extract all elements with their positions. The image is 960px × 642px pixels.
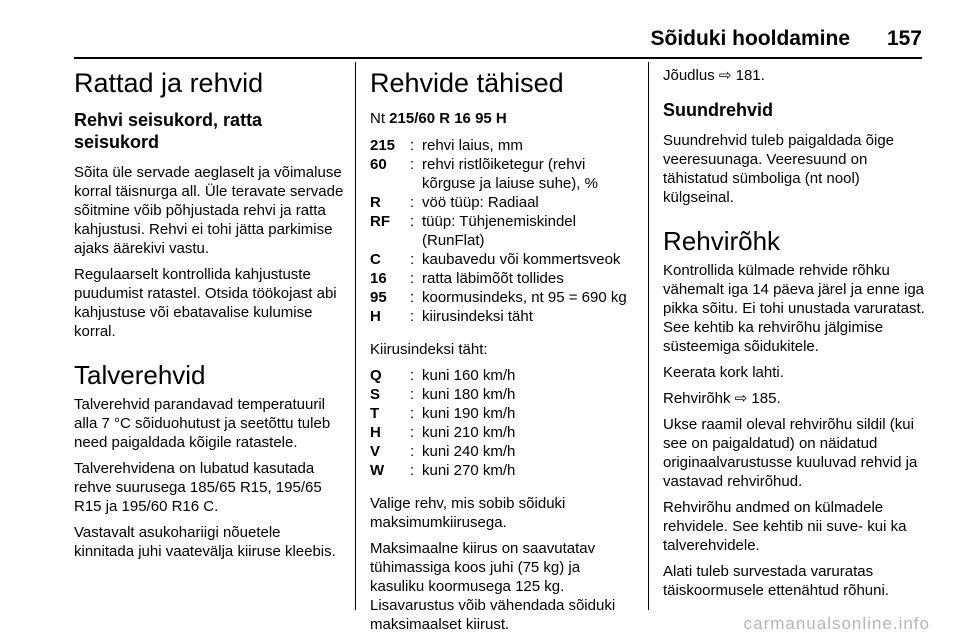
- designation-table: [370, 136, 632, 326]
- definition-value: kaubavedu või kommertsveok: [422, 251, 621, 268]
- paragraph: Regulaarselt kontrollida kahjustuste puudumist ratastel. Otsida töökojast abi kahjustuse või ebatavalise kulumise korral.: [74, 266, 337, 340]
- page-number: 157: [886, 27, 922, 50]
- definition-value: kuni 180 km/h: [422, 386, 516, 403]
- definition-row: [370, 136, 632, 155]
- definition-key: 60: [370, 156, 387, 173]
- definition-value: tüüp: Tühjenemiskindel (RunFlat): [422, 213, 576, 249]
- paragraph: Suundrehvid tuleb paigaldada õige veeresuunaga. Veeresuund on tähistatud sümboliga (nt nool) külgseinal.: [663, 132, 895, 206]
- definition-row: [370, 250, 632, 269]
- definition-key: V: [370, 443, 381, 460]
- definition-value: kuni 240 km/h: [422, 443, 516, 460]
- definition-value: kuni 160 km/h: [422, 367, 516, 384]
- definition-key: T: [370, 405, 380, 422]
- definition-colon: :: [410, 251, 415, 268]
- paragraph: Maksimaalne kiirus on saavutatav tühimassiga koos juhi (75 kg) ja kasuliku koormusega 125 kg. Lisavarustus võib vähendada sõiduki maksimaalset kiirust.: [370, 540, 616, 633]
- page-header: [0, 27, 960, 57]
- paragraph: Vastavalt asukohariigi nõuetele kinnitada juhi vaatevälja kiiruse kleebis.: [74, 524, 336, 560]
- speed-index-table: [370, 366, 515, 480]
- definition-colon: :: [410, 308, 415, 325]
- column-divider-2: [648, 62, 649, 610]
- definition-colon: :: [410, 137, 415, 154]
- tyre-code-example: [370, 109, 632, 128]
- definition-row: [370, 366, 515, 385]
- definition-value: kuni 190 km/h: [422, 405, 516, 422]
- definition-key: S: [370, 386, 381, 403]
- paragraph: Kontrollida külmade rehvide rõhku vähemalt iga 14 päeva järel ja enne iga pikka sõitu. Ei tohi unustada varuratast. See kehtib ka rehvirõhu jälgimise süsteemiga sõidukitele.: [663, 262, 925, 355]
- definition-key: 95: [370, 289, 387, 306]
- definition-key: H: [370, 308, 381, 325]
- definition-value: kuni 270 km/h: [422, 462, 516, 479]
- definition-row: [370, 385, 515, 404]
- tyre-code-prefix: Nt: [370, 110, 385, 127]
- paragraph: Talverehvid parandavad temperatuuril alla 7 °C sõiduohutust ja seetõttu tuleb need paigaldada kõigile ratastele.: [74, 396, 331, 451]
- definition-value: rehvi ristlõiketegur (rehvi kõrguse ja laiuse suhe), %: [422, 156, 598, 192]
- definition-row: [370, 423, 515, 442]
- definition-row: [370, 212, 632, 250]
- definition-key: H: [370, 424, 381, 441]
- definition-row: [370, 288, 632, 307]
- definition-key: 16: [370, 270, 387, 287]
- definition-colon: :: [410, 156, 415, 173]
- tyre-code: 215/60 R 16 95 H: [389, 110, 507, 127]
- column-1: [74, 62, 344, 568]
- definition-key: C: [370, 251, 381, 268]
- definition-colon: :: [410, 213, 415, 230]
- speed-index-label: Kiirusindeksi täht:: [370, 341, 488, 358]
- definition-row: [370, 269, 632, 288]
- definition-colon: :: [410, 289, 415, 306]
- definition-colon: :: [410, 367, 415, 384]
- definition-row: [370, 404, 515, 423]
- definition-row: [370, 442, 515, 461]
- definition-key: R: [370, 194, 381, 211]
- section-title-tyre-pressure: Rehvirõhk: [663, 226, 781, 256]
- definition-key: Q: [370, 367, 382, 384]
- page-header-title: Sõiduki hooldamine: [650, 27, 850, 50]
- definition-key: RF: [370, 213, 390, 230]
- definition-colon: :: [410, 424, 415, 441]
- section-title-winter-tyres: Talverehvid: [74, 360, 206, 390]
- definition-row: [370, 155, 632, 193]
- paragraph-pressure-ref: Rehvirõhk ⇨ 185.: [663, 390, 781, 407]
- paragraph-performance-ref: Jõudlus ⇨ 181.: [663, 67, 765, 84]
- definition-key: W: [370, 462, 385, 479]
- definition-row: [370, 461, 515, 480]
- column-3: [663, 62, 925, 607]
- paragraph: Sõita üle servade aeglaselt ja võimaluse korral täisnurga all. Üle teravate servade sõitmine võib põhjustada rehvi ja ratta kahjustusi. Rehvi ei tohi jätta parkimise ajaks äärekivi vastu.: [74, 164, 344, 257]
- definition-colon: :: [410, 462, 415, 479]
- definition-value: ratta läbimõõt tollides: [422, 270, 564, 287]
- subtitle-tyre-condition: Rehvi seisukord, ratta seisukord: [74, 110, 263, 152]
- section-title-wheels: Rattad ja rehvid: [74, 68, 264, 98]
- paragraph: Alati tuleb survestada varuratas täiskoormusele ettenähtud rõhuni.: [663, 563, 889, 599]
- definition-value: rehvi laius, mm: [422, 137, 523, 154]
- definition-value: koormusindeks, nt 95 = 690 kg: [422, 289, 627, 306]
- paragraph: Valige rehv, mis sobib sõiduki maksimumkiirusega.: [370, 495, 566, 531]
- subtitle-directional-tyres: Suundrehvid: [663, 100, 774, 120]
- definition-colon: :: [410, 386, 415, 403]
- definition-row: [370, 307, 632, 326]
- definition-row: [370, 193, 632, 212]
- watermark: carmanualsonline.info: [743, 614, 930, 633]
- column-divider-1: [355, 62, 356, 610]
- paragraph: Keerata kork lahti.: [663, 364, 784, 381]
- section-title-tyre-designations: Rehvide tähised: [370, 68, 564, 98]
- definition-value: vöö tüüp: Radiaal: [422, 194, 539, 211]
- definition-colon: :: [410, 270, 415, 287]
- column-2: [370, 62, 632, 641]
- paragraph: Rehvirõhu andmed on külmadele rehvidele. See kehtib nii suve- kui ka talverehvidele.: [663, 499, 907, 554]
- definition-key: 215: [370, 137, 396, 154]
- header-rule: [74, 57, 922, 59]
- paragraph: Talverehvidena on lubatud kasutada rehve suurusega 185/65 R15, 195/65 R15 ja 195/60 R16 C.: [74, 460, 322, 515]
- definition-value: kuni 210 km/h: [422, 424, 516, 441]
- definition-colon: :: [410, 194, 415, 211]
- definition-value: kiirusindeksi täht: [422, 308, 533, 325]
- paragraph: Ukse raamil oleval rehvirõhu sildil (kui see on paigaldatud) on näidatud originaalvarustusse kuuluvad rehvid ja vastavad rehvirõhud.: [663, 416, 918, 490]
- definition-colon: :: [410, 443, 415, 460]
- definition-colon: :: [410, 405, 415, 422]
